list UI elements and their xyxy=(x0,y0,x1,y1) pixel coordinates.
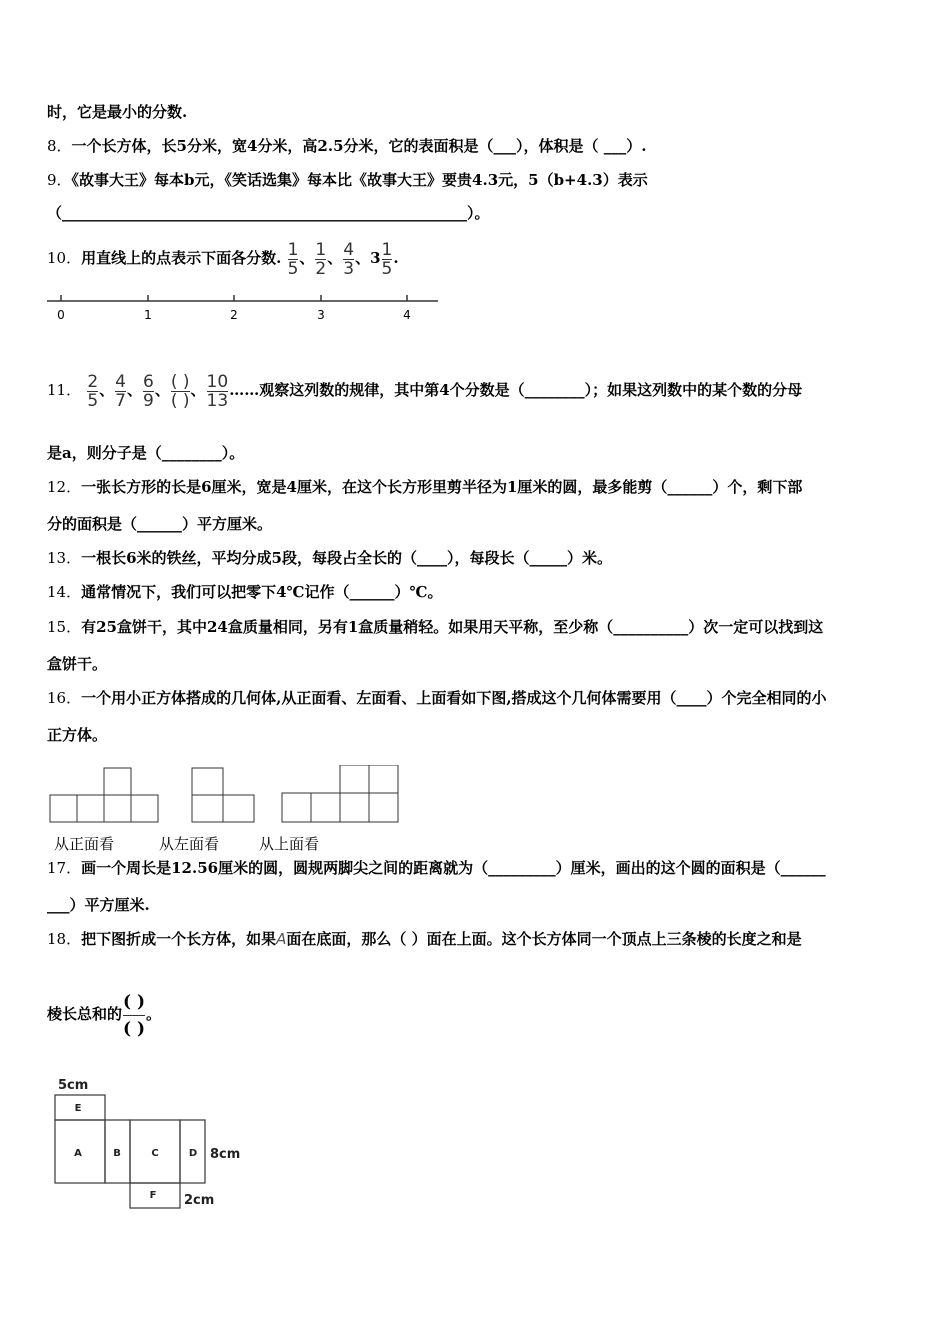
question-12-line2: 分的面积是（______）平方厘米。 xyxy=(47,515,273,533)
question-8 xyxy=(47,136,646,156)
denominator: 9 xyxy=(143,390,154,411)
face-label: A xyxy=(74,1148,82,1159)
dimension-label: 8cm xyxy=(210,1147,241,1162)
fraction xyxy=(315,241,326,278)
question-11 xyxy=(47,358,802,422)
numerator: 1 xyxy=(315,239,327,260)
question-text: 画一个周长是12.56厘米的圆，圆规两脚尖之间的距离就为（_________）厘米，画出的这个圆的面积是（______ xyxy=(81,859,826,877)
question-9-line2: （______________________________________________________）。 xyxy=(47,204,490,222)
question-15 xyxy=(47,617,823,637)
tick-label: 0 xyxy=(57,308,65,322)
question-16 xyxy=(47,688,827,708)
top-view xyxy=(282,765,398,822)
numerator: 4 xyxy=(115,371,126,392)
separator: 、 xyxy=(299,249,315,267)
separator: 、 xyxy=(327,249,343,267)
caption-left-view: 从左面看 xyxy=(159,835,220,853)
question-15-line2: 盒饼干。 xyxy=(47,655,108,673)
fraction xyxy=(382,241,393,278)
question-text: 一个用小正方体搭成的几何体,从正面看、左面看、上面看如下图,搭成这个几何体需要用（____）个完全相同的小 xyxy=(81,689,827,707)
question-number: 9． xyxy=(47,171,72,189)
question-number: 11． xyxy=(47,381,82,399)
question-number: 10． xyxy=(47,249,82,267)
fraction xyxy=(207,373,229,410)
denominator: 5 xyxy=(287,258,299,279)
dimension-label: 5cm xyxy=(58,1078,89,1093)
question-12 xyxy=(47,477,802,497)
denominator: ( ) xyxy=(123,1015,145,1042)
face-label: C xyxy=(151,1148,159,1159)
question-text: 一张长方形的长是6厘米，宽是4厘米，在这个长方形里剪半径为1厘米的圆，最多能剪（______）个，剩下部 xyxy=(81,478,803,496)
fraction xyxy=(87,373,98,410)
question-text: ……观察这列数的规律，其中第4个分数是（________）；如果这列数中的某个数的分母 xyxy=(229,381,803,399)
question-13 xyxy=(47,548,612,568)
three-views-figure xyxy=(48,765,403,825)
numerator: 10 xyxy=(206,371,229,392)
q7-tail: 时，它是最小的分数. xyxy=(47,103,188,121)
fraction xyxy=(288,241,299,278)
numerator: ( ) xyxy=(123,991,146,1012)
numerator: 6 xyxy=(143,371,154,392)
numerator: ( ) xyxy=(170,371,190,392)
tick-label: 2 xyxy=(230,308,238,322)
denominator: 13 xyxy=(206,390,229,411)
denominator: 5 xyxy=(87,390,99,411)
numerator: 1 xyxy=(381,239,393,260)
question-number: 14． xyxy=(47,583,82,601)
period: . xyxy=(393,249,399,267)
numerator: 1 xyxy=(287,239,299,260)
question-text: 一根长6米的铁丝，平均分成5段，每段占全长的（____），每段长（_____）米。 xyxy=(81,549,612,567)
caption-top-view: 从上面看 xyxy=(259,835,320,853)
question-text: 通常情况下，我们可以把零下4℃记作（______）℃。 xyxy=(81,583,443,601)
front-view xyxy=(50,768,158,822)
denominator: 5 xyxy=(381,258,393,279)
tick-label: 4 xyxy=(403,308,411,322)
question-text: 棱长总和的 xyxy=(47,1005,123,1023)
face-label: E xyxy=(74,1103,82,1114)
question-14 xyxy=(47,582,442,602)
numerator: 2 xyxy=(87,371,99,392)
face-label: B xyxy=(113,1148,121,1159)
question-text: 《故事大王》每本b元，《笑话选集》每本比《故事大王》要贵4.3元，5（b+4.3）表示 xyxy=(71,171,648,189)
caption-front-view: 从正面看 xyxy=(54,835,115,853)
separator: 、 xyxy=(190,381,206,399)
question-10 xyxy=(47,238,399,278)
face-variable: A xyxy=(276,930,287,948)
dimension-label: 2cm xyxy=(184,1193,215,1208)
question-text: 有25盒饼干，其中24盒质量相同，另有1盒质量稍轻。如果用天平称，至少称（__________）次一定可以找到这 xyxy=(81,618,824,636)
denominator: ( ) xyxy=(170,390,190,411)
question-11-line2: 是a，则分子是（________）。 xyxy=(47,444,245,462)
question-18 xyxy=(47,929,802,949)
fraction xyxy=(343,241,354,278)
separator: 、 xyxy=(355,249,371,267)
face-label: D xyxy=(188,1148,198,1159)
tick-label: 1 xyxy=(144,308,152,322)
fraction xyxy=(143,373,154,410)
question-text: 面在底面，那么（ ）面在上面。这个长方体同一个顶点上三条棱的长度之和是 xyxy=(286,930,802,948)
separator: 、 xyxy=(127,381,143,399)
denominator: 7 xyxy=(115,390,126,411)
fraction-blank xyxy=(171,373,190,410)
separator: 、 xyxy=(99,381,115,399)
cuboid-net-figure xyxy=(50,1073,260,1218)
whole-number: 3 xyxy=(370,249,381,267)
question-number: 18． xyxy=(47,930,82,948)
question-18-line2 xyxy=(47,986,161,1042)
numerator: 4 xyxy=(343,239,355,260)
denominator: 3 xyxy=(343,258,355,279)
number-line xyxy=(44,290,444,326)
separator: 、 xyxy=(154,381,170,399)
question-number: 12． xyxy=(47,478,82,496)
fraction xyxy=(115,373,126,410)
question-17 xyxy=(47,858,826,878)
tick-label: 3 xyxy=(317,308,325,322)
question-number: 16． xyxy=(47,689,82,707)
fraction-blank xyxy=(123,989,145,1042)
face-label: F xyxy=(149,1190,157,1201)
question-number: 13． xyxy=(47,549,82,567)
question-text: 用直线上的点表示下面各分数. xyxy=(81,249,282,267)
question-16-line2: 正方体。 xyxy=(47,726,108,744)
denominator: 2 xyxy=(315,258,327,279)
question-number: 8． xyxy=(47,137,72,155)
question-9 xyxy=(47,170,648,190)
question-text: 一个长方体，长5分米，宽4分米，高2.5分米，它的表面积是（___），体积是（ ___）. xyxy=(71,137,647,155)
question-number: 15． xyxy=(47,618,82,636)
question-17-line2: ___）平方厘米. xyxy=(47,896,150,914)
question-number: 17． xyxy=(47,859,82,877)
left-view xyxy=(192,768,254,822)
period: 。 xyxy=(146,1005,162,1023)
question-text: 把下图折成一个长方体，如果 xyxy=(81,930,277,948)
